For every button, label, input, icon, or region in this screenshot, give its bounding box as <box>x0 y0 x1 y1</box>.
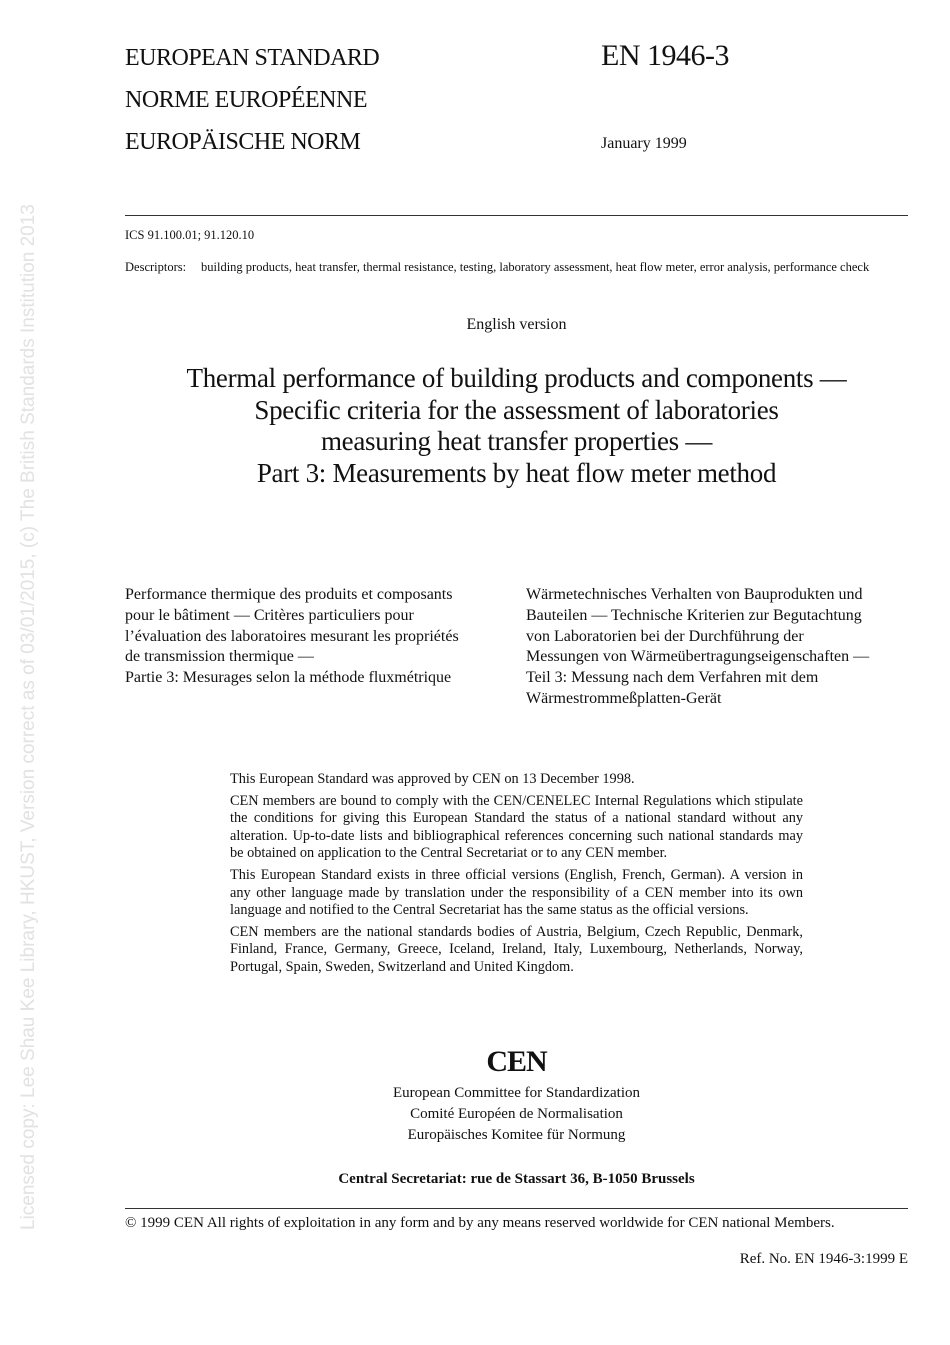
approval-paragraph: This European Standard was approved by CEN on 13 December 1998. <box>230 771 635 787</box>
descriptors <box>125 260 908 292</box>
german-title <box>526 585 936 710</box>
version-label: English version <box>466 316 567 333</box>
licensed-copy-watermark: Licensed copy: Lee Shau Kee Library, HKUST, Version correct as of 03/01/2015, (c) The British Standards Institution 2013 <box>18 204 39 1230</box>
reference-number: Ref. No. EN 1946-3:1999 E <box>739 1251 908 1267</box>
standard-number: EN 1946-3 <box>601 39 729 72</box>
committee-name: European Committee for Standardization <box>392 1085 640 1101</box>
title-line: measuring heat transfer properties — <box>320 426 713 456</box>
central-secretariat-address: Central Secretariat: rue de Stassart 36, B-1050 Brussels <box>338 1171 695 1187</box>
french-title-line: pour le bâtiment — Critères particuliers pour <box>125 606 414 624</box>
header-line-de: EUROPÄISCHE NORM <box>125 129 361 155</box>
header-line-fr: NORME EUROPÉENNE <box>125 87 367 113</box>
approval-paragraph: This European Standard exists in three official versions (English, French, German). A version in any other language made by translation under the responsibility of a CEN member into its own language and notified to the Central Secretariat has the same status as the official versions. <box>230 866 803 919</box>
copyright-notice: © 1999 CEN All rights of exploitation in any form and by any means reserved worldwide for CEN national Members. <box>125 1215 835 1231</box>
cen-logo: CEN <box>486 1045 547 1078</box>
committee-name: Europäisches Komitee für Normung <box>407 1126 626 1143</box>
committee-name: Comité Européen de Normalisation <box>410 1105 623 1122</box>
title-line: Part 3: Measurements by heat flow meter method <box>256 457 777 488</box>
descriptors-text: building products, heat transfer, thermal resistance, testing, laboratory assessment, heat flow meter, error analysis, performance check <box>201 260 870 274</box>
footer-divider <box>125 1208 908 1209</box>
title-line: Thermal performance of building products and components — <box>186 363 847 393</box>
approval-text <box>230 771 803 981</box>
committee-names <box>0 1083 950 1145</box>
french-title-line: Partie 3: Mesurages selon la méthode fluxmétrique <box>125 669 452 687</box>
german-title-line: von Laboratorien bei der Durchführung der <box>526 627 804 645</box>
german-title-line: Bauteilen — Technische Kriterien zur Begutachtung <box>526 606 862 624</box>
french-title-line: de transmission thermique — <box>125 648 314 666</box>
header-divider <box>125 215 908 216</box>
header-line-en: EUROPEAN STANDARD <box>125 45 380 71</box>
approval-paragraph: CEN members are the national standards bodies of Austria, Belgium, Czech Republic, Denmark, Finland, France, Germany, Greece, Iceland, Ireland, Italy, Luxembourg, Netherlands, Norway, Portugal, Spain, Sweden, Switzerland and United Kingdom. <box>230 923 803 975</box>
publication-date: January 1999 <box>601 135 687 152</box>
title-line: Specific criteria for the assessment of laboratories <box>254 394 779 425</box>
ics-codes: ICS 91.100.01; 91.120.10 <box>125 228 255 242</box>
german-title-line: Teil 3: Messung nach dem Verfahren mit dem <box>526 669 819 687</box>
german-title-line: Wärmestrommeßplatten-Gerät <box>526 689 722 707</box>
german-title-line: Messungen von Wärmeübertragungseigenschaften — <box>526 648 870 666</box>
descriptors-label: Descriptors: <box>125 260 187 274</box>
french-title <box>125 585 520 689</box>
french-title-line: Performance thermique des produits et composants <box>125 586 453 603</box>
document-title <box>125 363 908 489</box>
approval-paragraph: CEN members are bound to comply with the CEN/CENELEC Internal Regulations which stipulate the conditions for giving this European Standard the status of a national standard without any alteration. Up-to-date lists and bibliographical references concerning such national standards may be obtained on application to the Central Secretariat or to any CEN member. <box>230 792 803 862</box>
french-title-line: l’évaluation des laboratoires mesurant les propriétés <box>125 627 459 645</box>
german-title-line: Wärmetechnisches Verhalten von Bauprodukten und <box>526 586 863 603</box>
